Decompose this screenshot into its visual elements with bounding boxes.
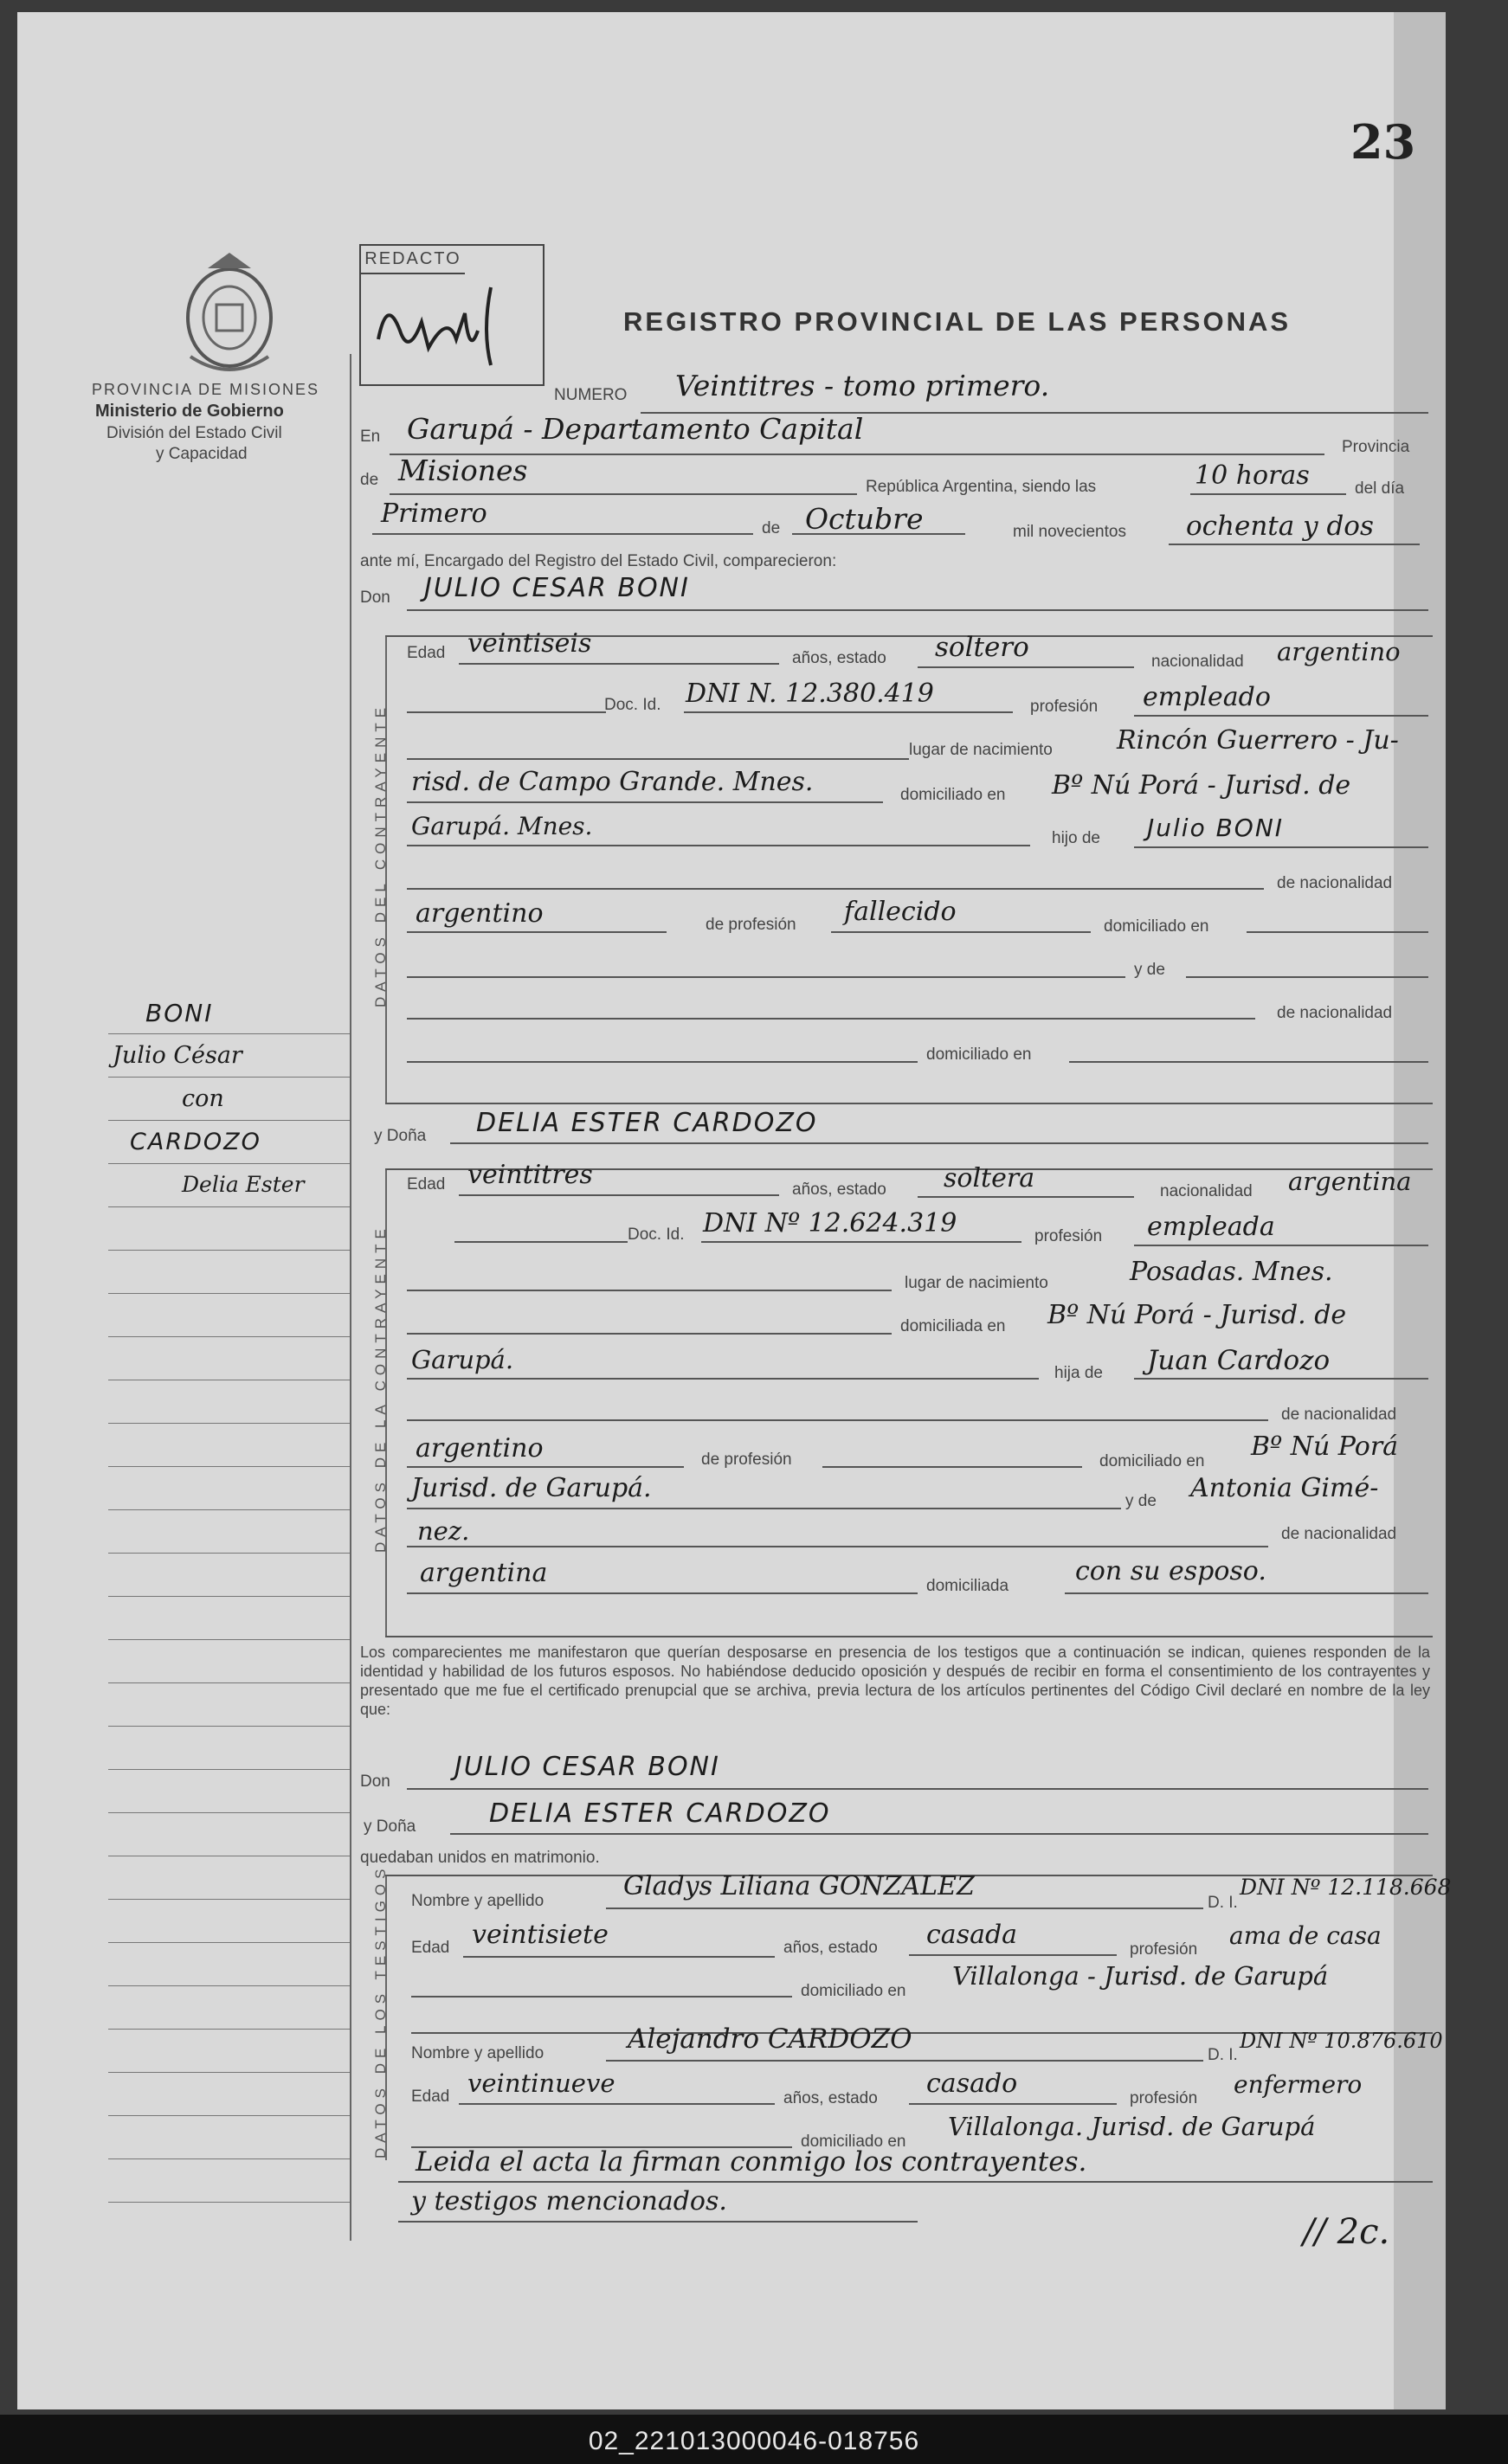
- sidebar-ruled-line: [108, 1509, 351, 1510]
- contrayente-2-name: DELIA ESTER CARDOZO: [476, 1108, 818, 1138]
- end-mark: // 2c.: [1303, 2212, 1390, 2252]
- c2-madre-2: nez.: [417, 1516, 470, 1546]
- c2-profesion-label: profesión: [1034, 1227, 1103, 1245]
- numero-label: NUMERO: [554, 386, 628, 404]
- t2-profesion-label: profesión: [1130, 2089, 1198, 2107]
- don-label: Don: [360, 589, 390, 607]
- sidebar-province: PROVINCIA DE MISIONES: [92, 381, 320, 398]
- c2-padre-dom-1: Bº Nú Porá: [1251, 1431, 1399, 1462]
- c2-nacionalidad-label: nacionalidad: [1160, 1182, 1253, 1200]
- c2-padre-dom-2: Jurisd. de Garupá.: [411, 1473, 652, 1503]
- c2-madre-nac: argentina: [420, 1558, 548, 1588]
- c1-dom-label: domiciliado en: [1104, 917, 1209, 936]
- c2-anios-label: años, estado: [792, 1181, 886, 1199]
- sidebar-ruled-line: [108, 1033, 351, 1034]
- c2-dom2-label: domiciliada: [926, 1577, 1009, 1595]
- sidebar-ruled-line: [108, 1985, 351, 1986]
- c2-profesion: empleada: [1147, 1212, 1275, 1242]
- de-value: Misiones: [398, 454, 528, 487]
- t1-domicilio: Villalonga - Jurisd. de Garupá: [952, 1961, 1329, 1991]
- t1-dom-label: domiciliado en: [801, 1982, 906, 2000]
- margin-note-line-5: Delia Ester: [182, 1172, 305, 1197]
- c2-madre-dom: con su esposo.: [1075, 1556, 1266, 1586]
- c1-y-de-label: y de: [1134, 961, 1165, 979]
- t1-profesion: ama de casa: [1229, 1921, 1382, 1950]
- decl-don-name: JULIO CESAR BONI: [454, 1752, 720, 1782]
- decl-don-label: Don: [360, 1772, 390, 1791]
- sidebar-ruled-line: [108, 1163, 351, 1164]
- c1-profesion-label: profesión: [1030, 698, 1099, 716]
- t1-nombre-label: Nombre y apellido: [411, 1892, 545, 1910]
- sidebar-ruled-line: [108, 1812, 351, 1813]
- c2-padre: Juan Cardozo: [1147, 1345, 1331, 1376]
- sidebar-ruled-line: [108, 1639, 351, 1640]
- c1-doc: DNI N. 12.380.419: [686, 679, 934, 709]
- sidebar-division: División del Estado Civil: [106, 424, 282, 442]
- de2-label: de: [762, 519, 781, 537]
- c2-hija-label: hija de: [1054, 1364, 1103, 1382]
- numero-value: Veintitres - tomo primero.: [675, 369, 1050, 402]
- c1-de-prof-label: de profesión: [706, 916, 796, 934]
- c2-domicilio-2: Garupá.: [411, 1345, 514, 1374]
- page-number: 23: [1350, 114, 1416, 170]
- document-title: REGISTRO PROVINCIAL DE LAS PERSONAS: [623, 306, 1292, 337]
- t2-estado: casado: [926, 2068, 1018, 2099]
- margin-note-line-2: Julio César: [113, 1042, 242, 1069]
- t2-nombre: Alejandro CARDOZO: [628, 2023, 912, 2055]
- coat-of-arms-seal-icon: [164, 244, 294, 383]
- redacto-stamp: [359, 244, 545, 386]
- c2-madre-1: Antonia Gimé-: [1190, 1473, 1379, 1503]
- sidebar-ruled-line: [108, 1596, 351, 1597]
- c1-lugar-label: lugar de nacimiento: [909, 741, 1053, 759]
- contrayente-1-section-label: DATOS DEL CONTRAYENTE: [372, 702, 389, 1007]
- c1-dom2-label: domiciliado en: [926, 1045, 1032, 1064]
- c1-domicilio-2: Garupá. Mnes.: [411, 812, 593, 840]
- c2-domicilio-1: Bº Nú Porá - Jurisd. de: [1047, 1300, 1347, 1330]
- c2-estado: soltera: [944, 1163, 1035, 1193]
- c2-doc: DNI Nº 12.624.319: [703, 1208, 957, 1238]
- t1-estado: casada: [926, 1920, 1018, 1950]
- c1-anios-label: años, estado: [792, 649, 886, 667]
- ante-label: ante mí, Encargado del Registro del Estado Civil, comparecieron:: [360, 552, 837, 570]
- sidebar-ruled-line: [108, 2115, 351, 2116]
- sidebar-ruled-line: [108, 2158, 351, 2159]
- c1-profesion: empleado: [1143, 682, 1271, 712]
- en-label: En: [360, 428, 381, 446]
- c2-de-nac2-label: de nacionalidad: [1281, 1525, 1397, 1543]
- decl-dona-name: DELIA ESTER CARDOZO: [489, 1798, 831, 1829]
- c1-domicilio-1: Bº Nú Porá - Jurisd. de: [1052, 770, 1351, 801]
- margin-note-line-4: CARDOZO: [130, 1129, 261, 1155]
- provincia-label: Provincia: [1342, 438, 1410, 456]
- c1-padre: Julio BONI: [1147, 814, 1285, 842]
- sidebar-ruled-line: [108, 1293, 351, 1294]
- decl-dona-label: y Doña: [364, 1817, 416, 1836]
- t2-domicilio: Villalonga. Jurisd. de Garupá: [948, 2112, 1316, 2141]
- t1-edad-label: Edad: [411, 1939, 450, 1957]
- c2-lugar: Posadas. Mnes.: [1130, 1257, 1333, 1287]
- t1-doc: DNI Nº 12.118.668: [1240, 1875, 1452, 1900]
- c1-de-nac-label: de nacionalidad: [1277, 874, 1393, 892]
- quedaban-text: quedaban unidos en matrimonio.: [360, 1849, 600, 1867]
- sidebar-ruled-line: [108, 1206, 351, 1207]
- c2-domiciliada-label: domiciliada en: [900, 1317, 1006, 1335]
- declaration-paragraph: Los comparecientes me manifestaron que querían desposarse en presencia de los testigos que a continuación se indican, quienes responden de la identidad y habilidad de los futuros esposos. No habiéndose deducido oposición y después de recibir en forma el consentimiento de los contrayentes y presentado que me fue el certificado prenupcial que se archiva, previa lectura de los artículos pertinentes del Código Civil declaré en nombre de la ley que:: [360, 1644, 1430, 1718]
- sidebar-ruled-line: [108, 1942, 351, 1943]
- c2-dom-label: domiciliado en: [1099, 1452, 1205, 1470]
- t2-edad-label: Edad: [411, 2088, 450, 2106]
- dia-value: Primero: [381, 499, 487, 529]
- t2-doc-label: D. I.: [1208, 2046, 1238, 2064]
- sidebar-ruled-line: [108, 1553, 351, 1554]
- t2-dom-label: domiciliado en: [801, 2133, 906, 2151]
- sidebar-ruled-line: [108, 1120, 351, 1121]
- sidebar-capacity: y Capacidad: [156, 445, 248, 463]
- anio-value: ochenta y dos: [1186, 511, 1374, 542]
- c2-de-prof-label: de profesión: [701, 1451, 792, 1469]
- c1-doc-label: Doc. Id.: [604, 696, 661, 714]
- c1-estado: soltero: [935, 632, 1029, 663]
- sidebar-ruled-line: [108, 1077, 351, 1078]
- sidebar-ruled-line: [108, 1769, 351, 1770]
- republica-label: República Argentina, siendo las: [866, 478, 1097, 496]
- sidebar-ruled-line: [108, 1250, 351, 1251]
- dona-label: y Doña: [374, 1127, 427, 1145]
- t1-edad: veintisiete: [472, 1920, 609, 1950]
- en-value: Garupá - Departamento Capital: [407, 412, 864, 446]
- del-dia-label: del día: [1355, 479, 1405, 498]
- c2-edad-label: Edad: [407, 1175, 446, 1193]
- redacto-label: REDACTO: [361, 246, 465, 274]
- footer-file-id: 02_221013000046-018756: [588, 2427, 920, 2455]
- mil-label: mil novecientos: [1013, 523, 1126, 541]
- closing-line-1: Leida el acta la firman conmigo los contrayentes.: [416, 2146, 1087, 2178]
- t1-anios-label: años, estado: [783, 1939, 878, 1957]
- t1-doc-label: D. I.: [1208, 1894, 1238, 1912]
- c2-y-de-label: y de: [1125, 1492, 1157, 1510]
- c1-nacionalidad: argentino: [1277, 637, 1401, 666]
- margin-note-line-3: con: [182, 1085, 224, 1112]
- register-page: [17, 12, 1452, 2409]
- sidebar-ruled-line: [108, 1899, 351, 1900]
- c1-domiciliado-label: domiciliado en: [900, 786, 1006, 804]
- c1-edad-label: Edad: [407, 644, 446, 662]
- mes-value: Octubre: [805, 502, 924, 536]
- margin-note-line-1: BONI: [145, 999, 214, 1027]
- c2-padre-nac: argentino: [416, 1433, 544, 1464]
- sidebar-ruled-line: [108, 1423, 351, 1424]
- sidebar-ruled-line: [108, 2029, 351, 2030]
- c1-edad: veintiseis: [467, 628, 592, 659]
- c1-lugar-2: risd. de Campo Grande. Mnes.: [411, 767, 814, 797]
- t2-profesion: enfermero: [1234, 2070, 1363, 2099]
- t2-edad: veintinueve: [467, 2068, 615, 2098]
- c1-lugar-1: Rincón Guerrero - Ju-: [1117, 725, 1399, 756]
- c1-padre-nac: argentino: [416, 898, 544, 929]
- sidebar-rule: [350, 354, 351, 2241]
- stamp-initials-signature-icon: [361, 279, 534, 374]
- contrayente-2-section-label: DATOS DE LA CONTRAYENTE: [372, 1224, 389, 1553]
- closing-line-2: y testigos mencionados.: [411, 2186, 727, 2216]
- c1-de-nac2-label: de nacionalidad: [1277, 1004, 1393, 1022]
- c2-lugar-label: lugar de nacimiento: [905, 1274, 1048, 1292]
- c2-doc-label: Doc. Id.: [628, 1226, 685, 1244]
- c1-padre-prof: fallecido: [844, 897, 957, 927]
- sidebar-ruled-line: [108, 1336, 351, 1337]
- sidebar-ruled-line: [108, 1466, 351, 1467]
- c2-edad: veintitres: [467, 1160, 593, 1190]
- contrayente-1-name: JULIO CESAR BONI: [424, 573, 690, 603]
- sidebar-ruled-line: [108, 2202, 351, 2203]
- c1-nacionalidad-label: nacionalidad: [1151, 653, 1244, 671]
- horas-value: 10 horas: [1195, 460, 1310, 491]
- sidebar-ruled-line: [108, 1682, 351, 1683]
- t1-profesion-label: profesión: [1130, 1940, 1198, 1959]
- t2-doc: DNI Nº 10.876.610: [1240, 2029, 1443, 2053]
- t2-anios-label: años, estado: [783, 2089, 878, 2107]
- t1-nombre: Gladys Liliana GONZALEZ: [623, 1871, 975, 1901]
- t2-nombre-label: Nombre y apellido: [411, 2044, 545, 2062]
- sidebar-ruled-line: [108, 1726, 351, 1727]
- sidebar-ministry: Ministerio de Gobierno: [95, 402, 284, 421]
- c2-de-nac-label: de nacionalidad: [1281, 1406, 1397, 1424]
- sidebar-ruled-line: [108, 2072, 351, 2073]
- c1-hijo-label: hijo de: [1052, 829, 1100, 847]
- testigos-section-label: DATOS DE LOS TESTIGOS: [372, 1863, 389, 2158]
- de-label: de: [360, 471, 379, 489]
- c2-nacionalidad: argentina: [1288, 1167, 1412, 1196]
